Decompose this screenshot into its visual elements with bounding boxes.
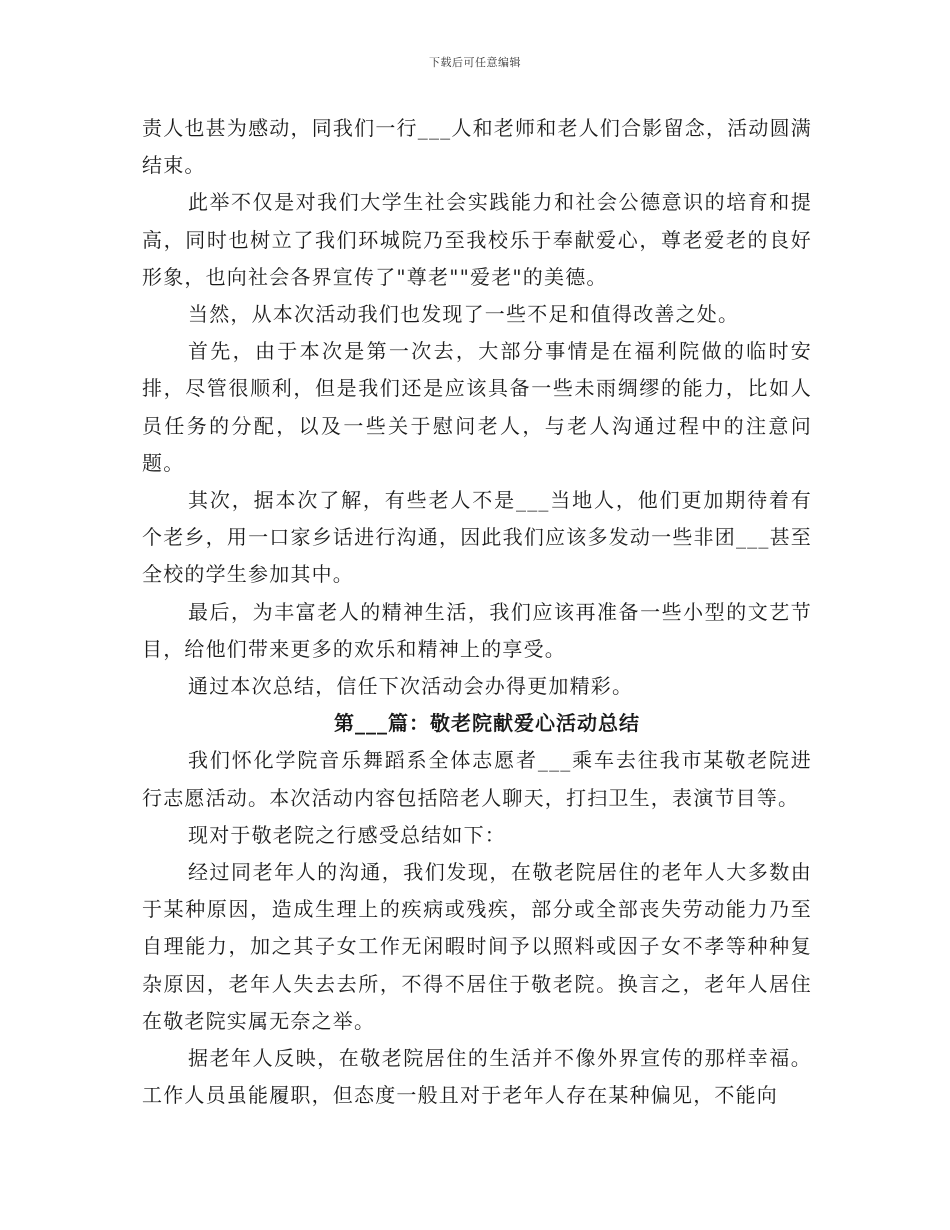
paragraph: 经过同老年人的沟通，我们发现，在敬老院居住的老年人大多数由于某种原因，造成生理上的疾病或残疾，部分或全部丧失劳动能力乃至自理能力，加之其子女工作无闲暇时间予以照料或因子女不孝等种种复杂原因，老年人失去去所，不得不居住于敬老院。换言之，老年人居住在敬老院实属无奈之举。 — [142, 860, 812, 1033]
paragraph: 现对于敬老院之行感受总结如下： — [188, 822, 506, 847]
paragraph: 首先，由于本次是第一次去，大部分事情是在福利院做的临时安排，尽管很顺利，但是我们还是应该具备一些未雨绸缪的能力，比如人员任务的分配，以及一些关于慰问老人，与老人沟通过程中的注意问题。 — [142, 339, 812, 475]
paragraph: 最后，为丰富老人的精神生活，我们应该再准备一些小型的文艺节目，给他们带来更多的欢乐和精神上的享受。 — [142, 599, 812, 661]
document-body — [142, 110, 812, 1114]
section-heading: 第___篇：敬老院献爱心活动总结 — [334, 711, 640, 736]
paragraph: 我们怀化学院音乐舞蹈系全体志愿者___乘车去往我市某敬老院进行志愿活动。本次活动内容包括陪老人聊天，打扫卫生，表演节目等。 — [142, 748, 812, 810]
paragraph: 其次，据本次了解，有些老人不是___当地人，他们更加期待着有个老乡，用一口家乡话进行沟通，因此我们应该多发动一些非团___甚至全校的学生参加其中。 — [142, 488, 812, 587]
paragraph: 据老年人反映，在敬老院居住的生活并不像外界宣传的那样幸福。工作人员虽能履职，但态度一般且对于老年人存在某种偏见，不能向 — [142, 1046, 812, 1108]
paragraph: 当然，从本次活动我们也发现了一些不足和值得改善之处。 — [188, 302, 740, 327]
paragraph: 此举不仅是对我们大学生社会实践能力和社会公德意识的培育和提高，同时也树立了我们环城院乃至我校乐于奉献爱心，尊老爱老的良好形象，也向社会各界宣传了"尊老""爱老"的美德。 — [142, 190, 812, 289]
paragraph: 通过本次总结，信任下次活动会办得更加精彩。 — [188, 674, 634, 699]
paragraph: 责人也甚为感动，同我们一行___人和老师和老人们合影留念，活动圆满结束。 — [142, 116, 812, 178]
header-note: 下载后可任意编辑 — [429, 56, 521, 69]
